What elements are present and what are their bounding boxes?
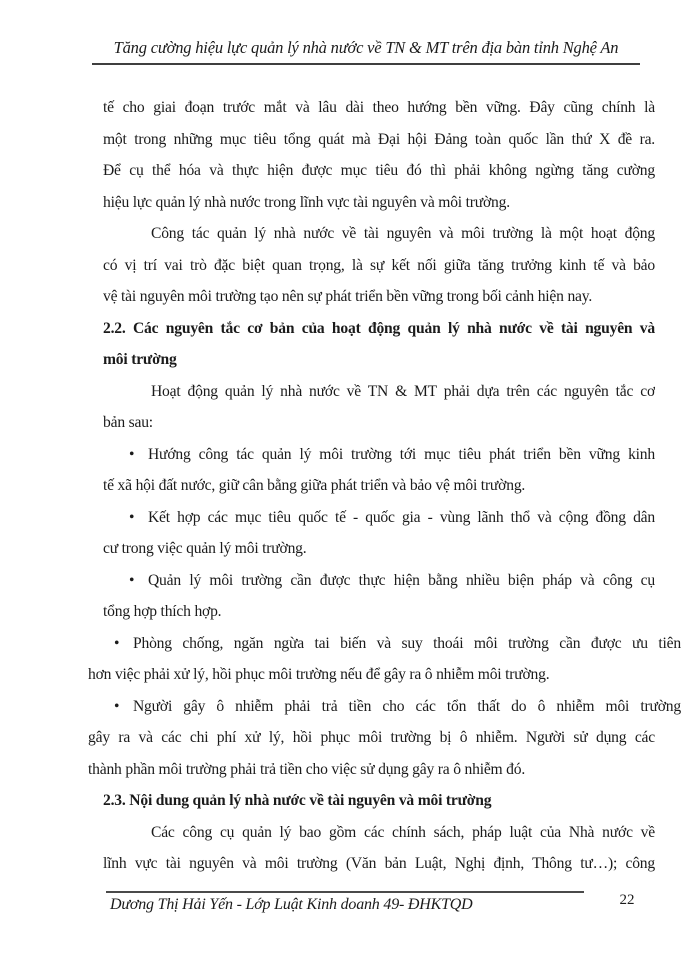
footer-author-line: Dương Thị Hải Yến - Lớp Luật Kinh doanh 49- ĐHKTQD bbox=[110, 896, 473, 913]
text-line: bản sau: bbox=[103, 414, 153, 431]
bullet-text: Kết hợp các mục tiêu quốc tế - quốc gia - vùng lãnh thổ và cộng đồng dân bbox=[148, 508, 655, 526]
text-line: gây ra và các chi phí xử lý, hồi phục môi trường bị ô nhiễm. Người sử dụng các bbox=[88, 729, 655, 746]
text-line: tế xã hội đất nước, giữ cân bằng giữa phát triển và bảo vệ môi trường. bbox=[103, 477, 526, 494]
page-number: 22 bbox=[619, 892, 635, 908]
bullet-icon: • bbox=[114, 634, 120, 652]
text-line bbox=[103, 439, 655, 471]
text-line: vệ tài nguyên môi trường tạo nên sự phát triển bền vững trong bối cảnh hiện nay. bbox=[103, 288, 593, 305]
text-line: hơn việc phải xử lý, hồi phục môi trường nếu để gây ra ô nhiễm môi trường. bbox=[88, 666, 550, 683]
document-body bbox=[88, 92, 681, 880]
text-line: Công tác quản lý nhà nước về tài nguyên và môi trường là một hoạt động bbox=[151, 225, 655, 242]
text-line bbox=[103, 502, 655, 534]
text-line: Hoạt động quản lý nhà nước về TN & MT phải dựa trên các nguyên tắc cơ bbox=[151, 382, 655, 400]
text-line: một trong những mục tiêu tổng quát mà Đại hội Đảng toàn quốc lần thứ X đề ra. bbox=[103, 130, 655, 148]
text-line: lĩnh vực tài nguyên và môi trường (Văn bản Luật, Nghị định, Thông tư…); công bbox=[103, 855, 655, 872]
running-head-title: Tăng cường hiệu lực quản lý nhà nước về TN & MT trên địa bàn tỉnh Nghệ An bbox=[113, 38, 619, 57]
footer-rule bbox=[106, 891, 584, 893]
text-line: 2.3. Nội dung quản lý nhà nước về tài nguyên và môi trường bbox=[103, 792, 492, 809]
bullet-icon: • bbox=[129, 508, 135, 526]
page-footer bbox=[110, 896, 473, 914]
bullet-icon: • bbox=[129, 445, 135, 463]
text-line: hiệu lực quản lý nhà nước trong lĩnh vực tài nguyên và môi trường. bbox=[103, 193, 510, 211]
page-header bbox=[92, 38, 640, 65]
text-line: thành phần môi trường phải trả tiền cho việc sử dụng gây ra ô nhiễm đó. bbox=[88, 760, 526, 778]
text-line: Để cụ thể hóa và thực hiện được mục tiêu đó thì phải không ngừng tăng cường bbox=[103, 162, 655, 179]
text-line: cư trong việc quản lý môi trường. bbox=[103, 540, 307, 557]
text-line bbox=[88, 691, 681, 723]
bullet-text: Người gây ô nhiễm phải trả tiền cho các tổn thất do ô nhiễm môi trường bbox=[133, 697, 681, 715]
text-line: Các công cụ quản lý bao gồm các chính sách, pháp luật của Nhà nước về bbox=[151, 823, 655, 841]
text-line: tổng hợp thích hợp. bbox=[103, 603, 222, 620]
text-line: tế cho giai đoạn trước mắt và lâu dài theo hướng bền vững. Đây cũng chính là bbox=[103, 99, 655, 116]
bullet-text: Phòng chống, ngăn ngừa tai biến và suy thoái môi trường cần được ưu tiên bbox=[133, 634, 681, 652]
text-line bbox=[103, 565, 655, 597]
bullet-text: Quản lý môi trường cần được thực hiện bằng nhiều biện pháp và công cụ bbox=[148, 571, 655, 589]
text-line: có vị trí vai trò đặc biệt quan trọng, là sự kết nối giữa tăng trưởng kinh tế và bảo bbox=[103, 256, 655, 274]
bullet-icon: • bbox=[129, 571, 135, 589]
bullet-icon: • bbox=[114, 697, 120, 715]
text-line bbox=[88, 628, 681, 660]
text-line: 2.2. Các nguyên tắc cơ bản của hoạt động quản lý nhà nước về tài nguyên và bbox=[103, 319, 655, 337]
bullet-text: Hướng công tác quản lý môi trường tới mục tiêu phát triển bền vững kinh bbox=[148, 445, 655, 463]
text-line: môi trường bbox=[103, 351, 177, 368]
